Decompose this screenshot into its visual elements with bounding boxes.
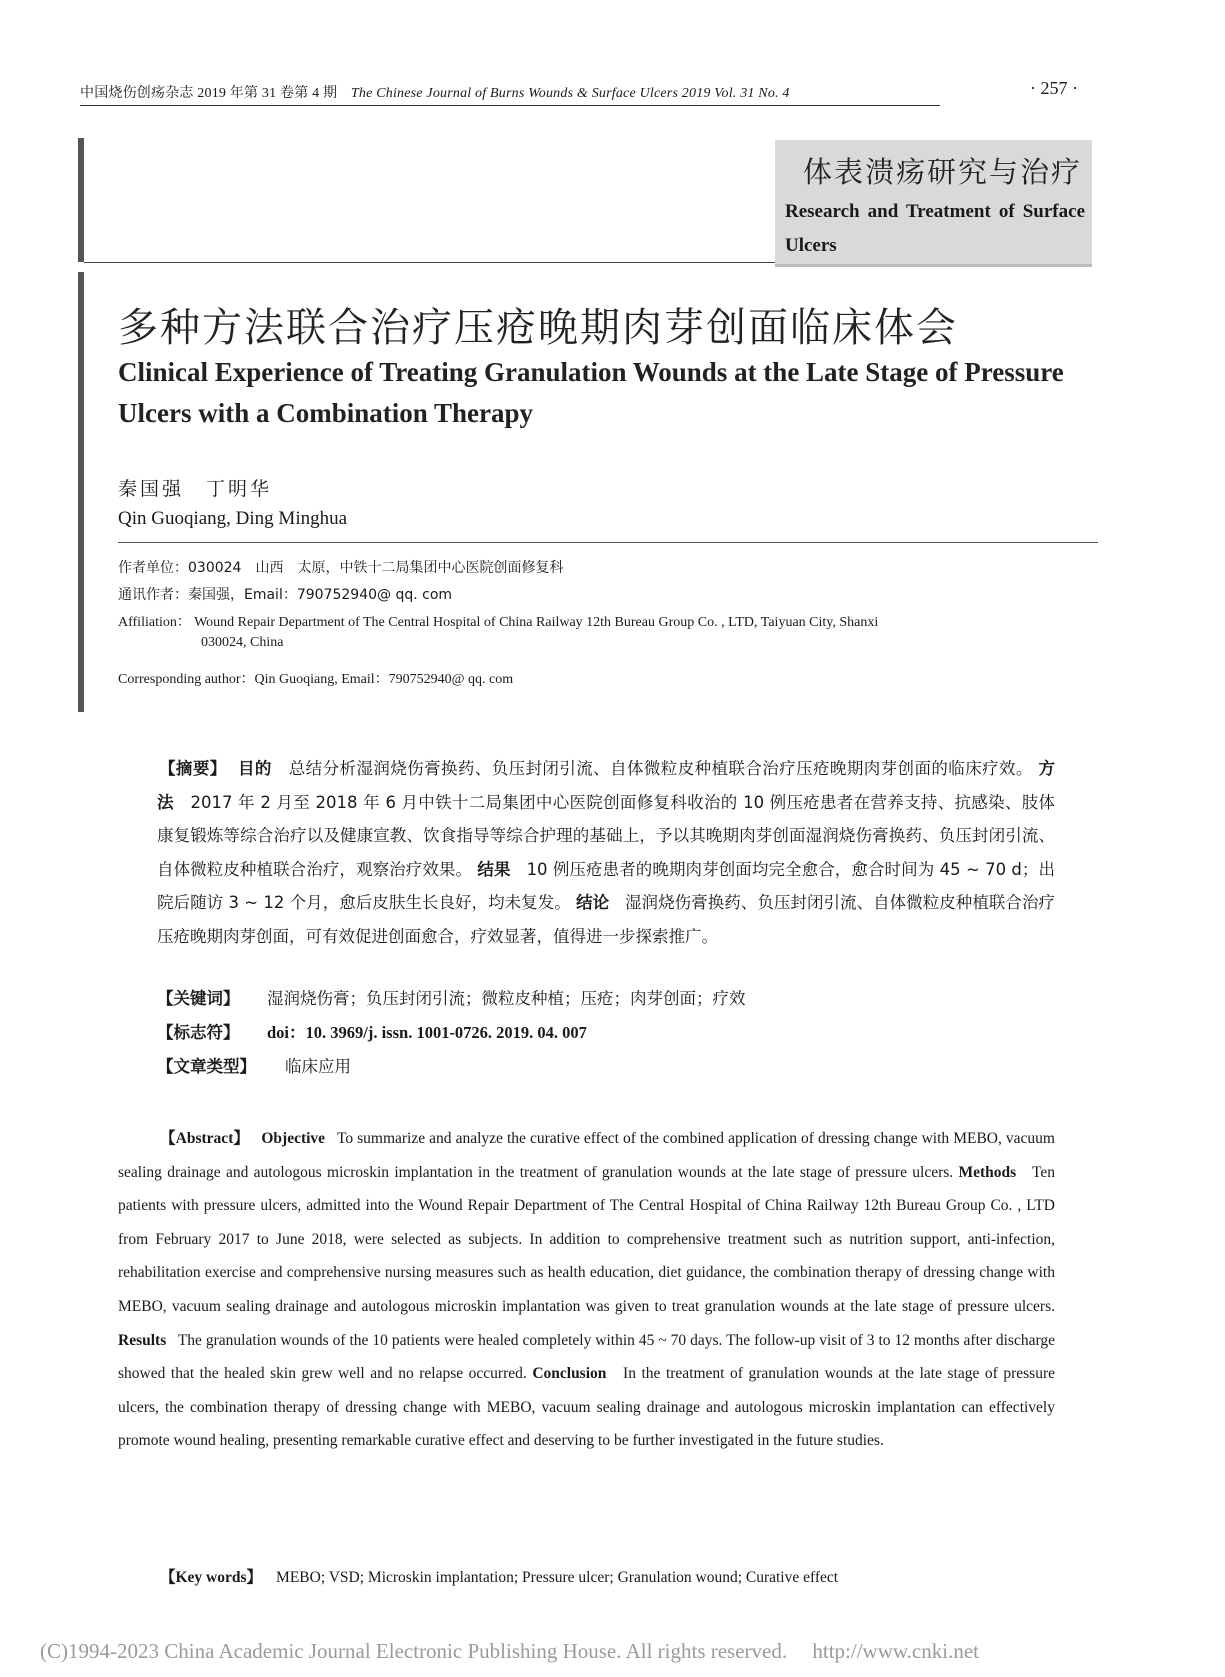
article-type-zh-value: 临床应用 [285, 1057, 351, 1076]
affiliation-line1: Wound Repair Department of The Central Hospital of China Railway 12th Bureau Group Co. , LTD, Taiyuan City, Shanxi [194, 615, 879, 630]
contact-author-value: 秦国强，Email：790752940@ qq. com [188, 587, 453, 603]
abstract-en-objective-label: Objective [261, 1130, 326, 1147]
author-unit-label: 作者单位： [118, 560, 188, 576]
corresponding-author-label: Corresponding author： [118, 672, 255, 687]
article-type-zh [157, 1053, 351, 1077]
abstract-en-label: 【Abstract】 [160, 1130, 250, 1147]
abstract-zh-objective-label: 目的 [237, 759, 272, 778]
copyright-text: (C)1994-2023 China Academic Journal Electronic Publishing House. All rights reserved. [40, 1639, 788, 1663]
abstract-en-results: The granulation wounds of the 10 patients were healed completely within 45 ~ 70 days. The follow-up visit of 3 to 12 months after discharge showed that the healed skin grew well and no relapse occurred. [118, 1331, 1055, 1383]
section-tab [775, 140, 1092, 267]
abstract-en-conclusion: In the treatment of granulation wounds at the late stage of pressure ulcers, the combination therapy of dressing change with MEBO, vacuum sealing drainage and autologous microskin implantation can effectively promote wound healing, presenting remarkable curative effect and deserving to be further investigated in the future studies. [118, 1365, 1055, 1450]
article-title-zh: 多种方法联合治疗压疮晚期肉芽创面临床体会 [118, 305, 958, 351]
article-type-zh-label: 【文章类型】 [157, 1057, 256, 1076]
abstract-zh-objective: 总结分析湿润烧伤膏换药、负压封闭引流、自体微粒皮种植联合治疗压疮晚期肉芽创面的临床疗效。 [288, 759, 1033, 778]
keywords-zh-value: 湿润烧伤膏；负压封闭引流；微粒皮种植；压疮；肉芽创面；疗效 [267, 989, 746, 1008]
abstract-en-objective: To summarize and analyze the curative effect of the combined application of dressing change with MEBO, vacuum sealing drainage and autologous microskin implantation in the treatment of granulation wounds at the late stage of pressure ulcers. [118, 1130, 1055, 1181]
identifier-zh [157, 1019, 587, 1043]
keywords-en [160, 1565, 838, 1587]
author-unit [118, 558, 1098, 579]
corresponding-author [118, 670, 1098, 690]
abstract-zh [157, 752, 1055, 953]
page-number: · 257 · [1030, 78, 1078, 98]
header-rule [84, 262, 775, 263]
abstract-en-methods-label: Methods [958, 1163, 1017, 1181]
authors-zh: 秦国强 丁明华 [118, 478, 273, 500]
author-rule [118, 542, 1098, 543]
keywords-zh-label: 【关键词】 [157, 989, 240, 1008]
keywords-en-label: 【Key words】 [160, 1569, 263, 1586]
abstract-zh-conclusion: 湿润烧伤膏换药、负压封闭引流、自体微粒皮种植联合治疗压疮晚期肉芽创面，可有效促进创面愈合，疗效显著，值得进一步探索推广。 [157, 893, 1055, 946]
affiliation-label: Affiliation： [118, 615, 191, 630]
abstract-zh-results-label: 结果 [477, 859, 511, 879]
abstract-zh-methods-label: 方法 [157, 759, 1055, 812]
affiliation-en [118, 613, 1098, 653]
affiliation-line2: 030024, China [201, 635, 284, 650]
left-accent-bar-top [78, 138, 84, 262]
keywords-zh [157, 985, 746, 1009]
abstract-en-results-label: Results [118, 1331, 167, 1349]
corresponding-author-value: Qin Guoqiang, Email：790752940@ qq. com [254, 672, 514, 687]
author-unit-value: 030024 山西 太原，中铁十二局集团中心医院创面修复科 [188, 560, 564, 576]
identifier-zh-label: 【标志符】 [157, 1023, 240, 1042]
doi-value: doi：10. 3969/j. issn. 1001-0726. 2019. 04. 007 [267, 1023, 587, 1042]
abstract-zh-conclusion-label: 结论 [576, 893, 610, 912]
left-accent-bar-bottom [78, 272, 84, 712]
abstract-en [118, 1122, 1055, 1458]
copyright-footer [40, 1639, 979, 1664]
abstract-zh-label: 【摘要】 [159, 759, 227, 778]
running-header [80, 82, 940, 106]
journal-name-zh: 中国烧伤创疡杂志 2019 年第 31 卷第 4 期 [80, 86, 338, 101]
section-title-zh: 体表溃疡研究与治疗 [802, 155, 1082, 189]
journal-name-en: The Chinese Journal of Burns Wounds & Surface Ulcers 2019 Vol. 31 No. 4 [350, 86, 790, 101]
section-title-en: Research and Treatment of Surface Ulcers [785, 201, 1085, 256]
abstract-zh-methods: 2017 年 2 月至 2018 年 6 月中铁十二局集团中心医院创面修复科收治的 10 例压疮患者在营养支持、抗感染、肢体康复锻炼等综合治疗以及健康宣教、饮食指导等综合护理的基础上，予以其晚期肉芽创面湿润烧伤膏换药、负压封闭引流、自体微粒皮种植联合治疗，观察治疗效果。 [157, 792, 1055, 879]
cnki-url: http://www.cnki.net [812, 1639, 979, 1663]
contact-author-label: 通讯作者： [118, 587, 188, 603]
keywords-en-value: MEBO; VSD; Microskin implantation; Pressure ulcer; Granulation wound; Curative effect [276, 1569, 839, 1586]
abstract-en-methods: Ten patients with pressure ulcers, admitted into the Wound Repair Department of The Central Hospital of China Railway 12th Bureau Group Co. , LTD from February 2017 to June 2018, were selected as subjects. In addition to comprehensive treatment such as nutrition support, anti-infection, rehabilitation exercise and comprehensive nursing measures such as health education, diet guidance, the combination therapy of dressing change with MEBO, vacuum sealing drainage and autologous microskin implantation was given to treat granulation wounds at the late stage of pressure ulcers. [118, 1163, 1055, 1315]
contact-author [118, 585, 1098, 606]
abstract-zh-results: 10 例压疮患者的晚期肉芽创面均完全愈合，愈合时间为 45 ~ 70 d；出院后随访 3 ~ 12 个月，愈后皮肤生长良好，均未复发。 [157, 859, 1055, 912]
abstract-en-conclusion-label: Conclusion [532, 1365, 607, 1383]
authors-en: Qin Guoqiang, Ding Minghua [118, 508, 348, 529]
article-title-en: Clinical Experience of Treating Granulation Wounds at the Late Stage of Pressure Ulcers with a Combination Therapy [118, 357, 1064, 428]
